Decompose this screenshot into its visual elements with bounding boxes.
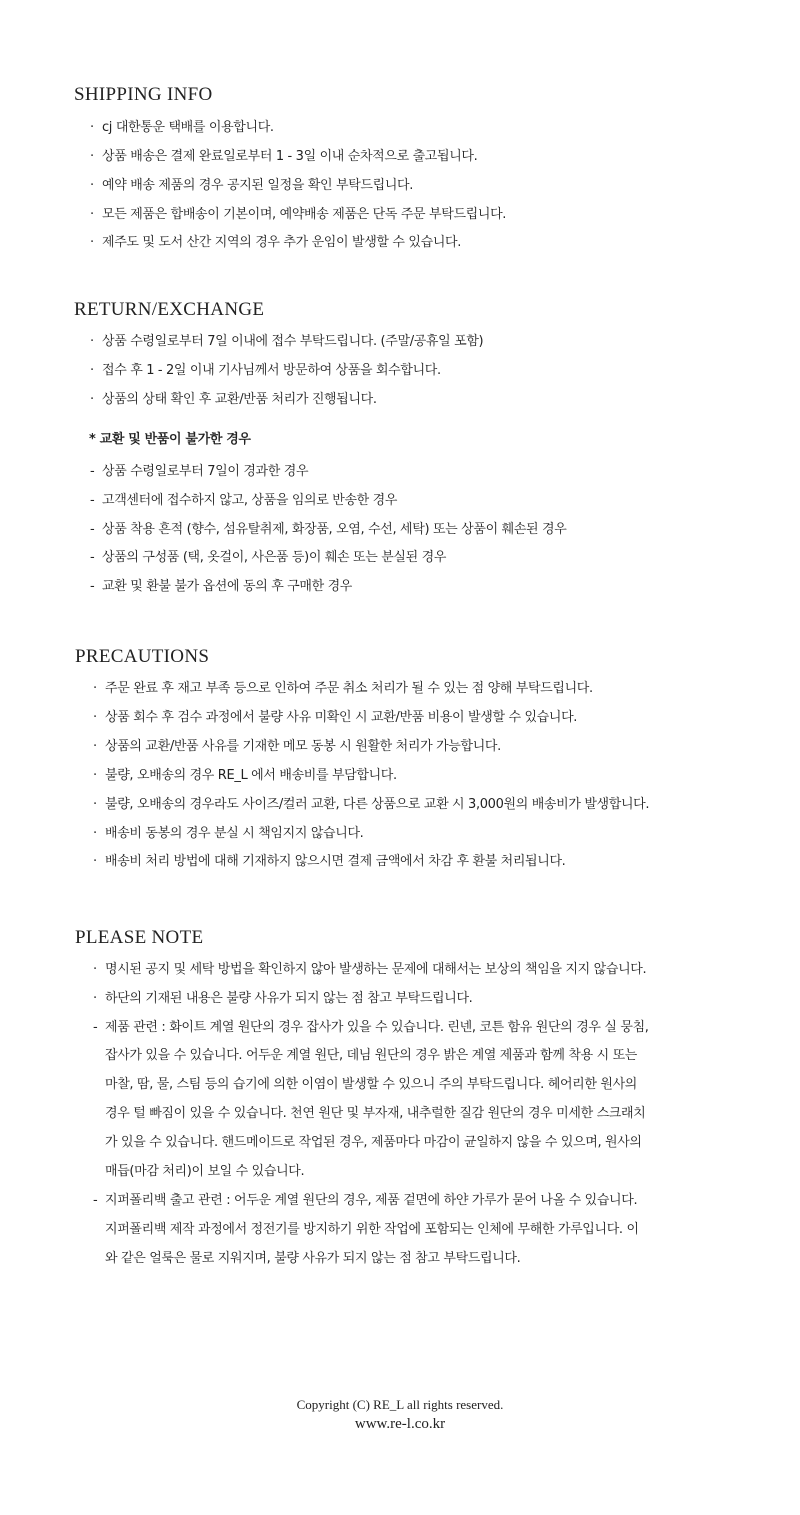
precaution-item: · 주문 완료 후 재고 부족 등으로 인하여 주문 취소 처리가 될 수 있는 점 양해 부탁드립니다. (93, 681, 593, 696)
shipping-item: · 상품 배송은 결제 완료일로부터 1 - 3일 이내 순차적으로 출고됩니다. (90, 149, 478, 164)
note-product-line: 매듭(마감 처리)이 보일 수 있습니다. (105, 1164, 305, 1179)
shipping-item: · 모든 제품은 합배송이 기본이며, 예약배송 제품은 단독 주문 부탁드립니다. (90, 207, 507, 222)
return-title: RETURN/EXCHANGE (74, 299, 265, 320)
shipping-item: · 제주도 및 도서 산간 지역의 경우 추가 운임이 발생할 수 있습니다. (90, 235, 462, 250)
precaution-item: · 불량, 오배송의 경우 RE_L 에서 배송비를 부담합니다. (93, 768, 397, 783)
unavailable-item: - 상품 수령일로부터 7일이 경과한 경우 (90, 464, 309, 479)
unavailable-heading: * 교환 및 반품이 불가한 경우 (89, 432, 251, 447)
precaution-item: · 배송비 처리 방법에 대해 기재하지 않으시면 결제 금액에서 차감 후 환불 처리됩니다. (93, 854, 566, 869)
shipping-title: SHIPPING INFO (74, 84, 213, 105)
note-product-line: - 제품 관련 : 화이트 계열 원단의 경우 잡사가 있을 수 있습니다. 린넨, 코튼 함유 원단의 경우 실 뭉침, (93, 1020, 649, 1035)
precaution-item: · 상품 회수 후 검수 과정에서 불량 사유 미확인 시 교환/반품 비용이 발생할 수 있습니다. (93, 710, 578, 725)
note-product-line: 마찰, 땀, 물, 스팀 등의 습기에 의한 이염이 발생할 수 있으니 주의 부탁드립니다. 헤어리한 원사의 (105, 1077, 637, 1092)
note-item: · 하단의 기재된 내용은 불량 사유가 되지 않는 점 참고 부탁드립니다. (93, 991, 473, 1006)
return-item: · 상품의 상태 확인 후 교환/반품 처리가 진행됩니다. (90, 392, 377, 407)
precaution-item: · 불량, 오배송의 경우라도 사이즈/컬러 교환, 다른 상품으로 교환 시 3,000원의 배송비가 발생합니다. (93, 797, 650, 812)
note-zipper-line: 지퍼폴리백 제작 과정에서 정전기를 방지하기 위한 작업에 포함되는 인체에 무해한 가루입니다. 이 (105, 1222, 639, 1237)
shipping-item: · cj 대한통운 택배를 이용합니다. (90, 120, 274, 135)
precautions-title: PRECAUTIONS (75, 646, 210, 667)
note-product-line: 가 있을 수 있습니다. 핸드메이드로 작업된 경우, 제품마다 마감이 균일하지 않을 수 있으며, 원사의 (105, 1135, 642, 1150)
unavailable-item: - 상품의 구성품 (택, 옷걸이, 사은품 등)이 훼손 또는 분실된 경우 (90, 550, 447, 565)
note-product-line: 잡사가 있을 수 있습니다. 어두운 계열 원단, 데님 원단의 경우 밝은 계열 제품과 함께 착용 시 또는 (105, 1048, 637, 1063)
shipping-item: · 예약 배송 제품의 경우 공지된 일정을 확인 부탁드립니다. (90, 178, 414, 193)
return-item: · 상품 수령일로부터 7일 이내에 접수 부탁드립니다. (주말/공휴일 포함) (90, 334, 484, 349)
return-item: · 접수 후 1 - 2일 이내 기사님께서 방문하여 상품을 회수합니다. (90, 363, 441, 378)
unavailable-item: - 교환 및 환불 불가 옵션에 동의 후 구매한 경우 (90, 579, 353, 594)
note-title: PLEASE NOTE (75, 927, 204, 948)
unavailable-item: - 상품 착용 흔적 (향수, 섬유탈취제, 화장품, 오염, 수선, 세탁) 또는 상품이 훼손된 경우 (90, 522, 567, 537)
precaution-item: · 상품의 교환/반품 사유를 기재한 메모 동봉 시 원활한 처리가 가능합니다. (93, 739, 501, 754)
copyright-text: Copyright (C) RE_L all rights reserved. (296, 1397, 504, 1412)
unavailable-item: - 고객센터에 접수하지 않고, 상품을 임의로 반송한 경우 (90, 493, 398, 508)
note-product-line: 경우 털 빠짐이 있을 수 있습니다. 천연 원단 및 부자재, 내추럴한 질감 원단의 경우 미세한 스크래치 (105, 1106, 646, 1121)
precaution-item: · 배송비 동봉의 경우 분실 시 책임지지 않습니다. (93, 826, 364, 841)
site-url[interactable]: www.re-l.co.kr (354, 1416, 446, 1432)
note-zipper-line: - 지퍼폴리백 출고 관련 : 어두운 계열 원단의 경우, 제품 겉면에 하얀 가루가 묻어 나올 수 있습니다. (93, 1193, 638, 1208)
note-zipper-line: 와 같은 얼룩은 물로 지워지며, 불량 사유가 되지 않는 점 참고 부탁드립니다. (105, 1251, 521, 1266)
note-item: · 명시된 공지 및 세탁 방법을 확인하지 않아 발생하는 문제에 대해서는 보상의 책임을 지지 않습니다. (93, 962, 647, 977)
